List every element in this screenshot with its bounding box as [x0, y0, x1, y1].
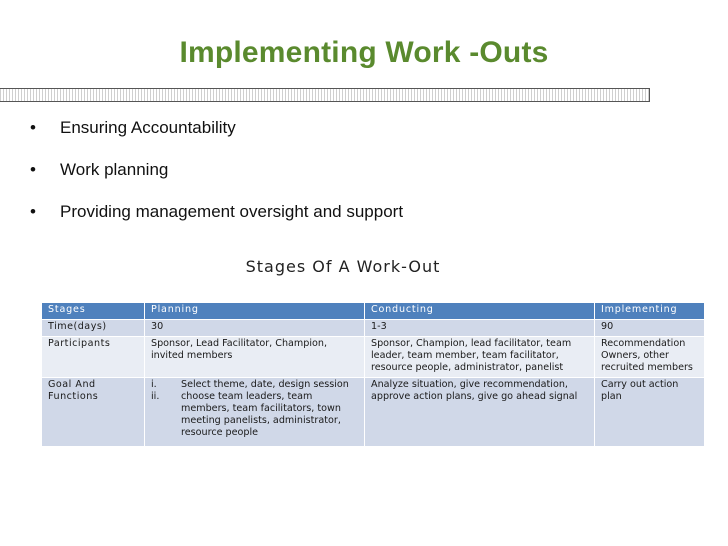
time-planning: 30 — [145, 320, 365, 337]
goal-planning — [145, 377, 365, 446]
table-row-time — [42, 320, 705, 337]
stages-table — [41, 302, 705, 447]
bullet-item — [30, 118, 710, 160]
goal-subitem — [151, 379, 360, 391]
bullet-marker: • — [30, 118, 36, 137]
bullet-text: Ensuring Accountability — [60, 118, 236, 137]
goal-subitem-text: Select theme, date, design session — [181, 378, 349, 390]
time-label: Time(days) — [42, 320, 145, 337]
participants-implementing: Recommendation Owners, other recruited members — [595, 337, 705, 378]
goal-subitem-text: choose team leaders, team members, team facilitators, town meeting panelists, administrator, resource people — [181, 390, 341, 439]
title-underline-bar — [0, 88, 650, 102]
bullet-item — [30, 202, 710, 244]
bullet-text: Work planning — [60, 160, 169, 179]
bullet-text: Providing management oversight and support — [60, 202, 404, 221]
header-implementing: Implementing — [595, 303, 705, 320]
bullet-list — [30, 118, 710, 244]
bullet-marker: • — [30, 160, 36, 179]
bullet-marker: • — [30, 202, 36, 221]
header-planning: Planning — [145, 303, 365, 320]
table-title: Stages Of A Work-Out — [245, 257, 441, 276]
goal-subitem-number: ii. — [151, 390, 160, 402]
bullet-item — [30, 160, 710, 202]
table-row-goal — [42, 377, 705, 446]
participants-conducting: Sponsor, Champion, lead facilitator, team leader, team member, team facilitator, resource people, administrator, panelist — [365, 337, 595, 378]
participants-planning: Sponsor, Lead Facilitator, Champion, invited members — [145, 337, 365, 378]
goal-conducting: Analyze situation, give recommendation, approve action plans, give go ahead signal — [365, 377, 595, 446]
header-conducting: Conducting — [365, 303, 595, 320]
slide-title: Implementing Work -Outs — [179, 36, 549, 69]
goal-label: Goal And Functions — [42, 377, 145, 446]
table-row-participants — [42, 337, 705, 378]
participants-label: Participants — [42, 337, 145, 378]
time-conducting: 1-3 — [365, 320, 595, 337]
goal-subitem-number: i. — [151, 378, 157, 390]
time-implementing: 90 — [595, 320, 705, 337]
header-stages: Stages — [42, 303, 145, 320]
goal-implementing: Carry out action plan — [595, 377, 705, 446]
goal-subitem — [151, 391, 360, 440]
table-header-row — [42, 303, 705, 320]
